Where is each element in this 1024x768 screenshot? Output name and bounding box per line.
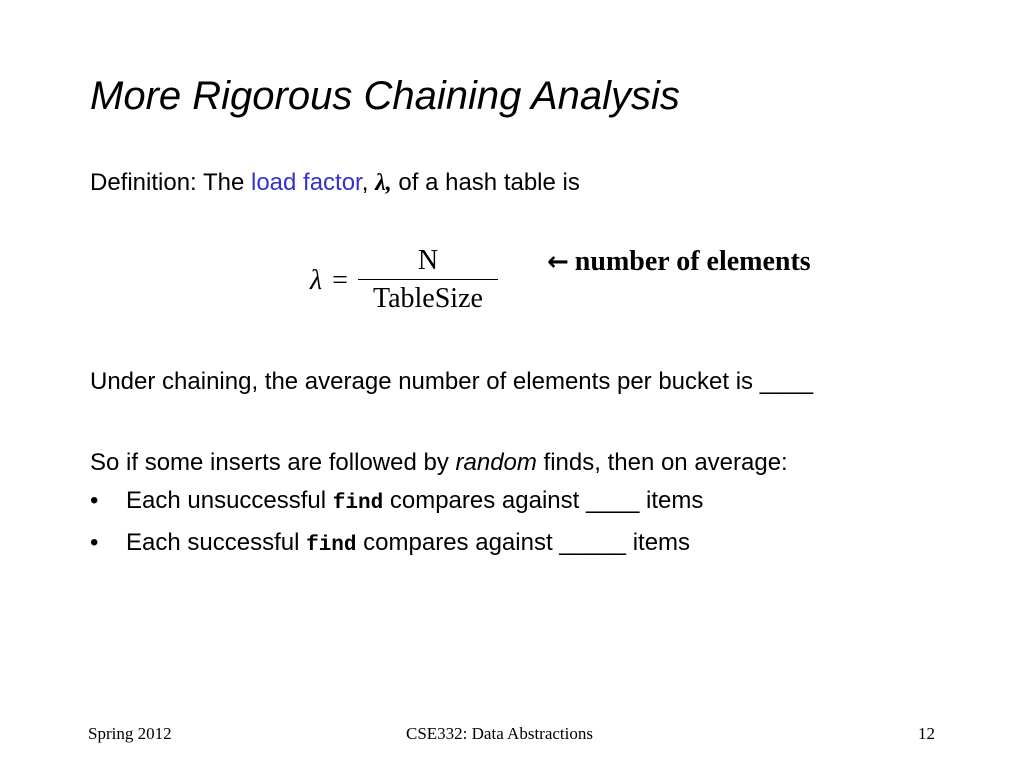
bullet-suffix: compares against ____ items (383, 487, 704, 514)
so-if-line (90, 449, 788, 478)
formula-denominator: TableSize (372, 283, 483, 315)
definition-prefix: Definition: The (90, 169, 251, 196)
definition-line (90, 169, 580, 198)
footer-page-number: 12 (918, 724, 935, 743)
bullet-marker: • (90, 487, 99, 514)
formula-lambda: λ (310, 264, 323, 296)
bullet-marker: • (90, 529, 99, 556)
definition-comma: , (361, 169, 376, 196)
bullet-prefix: Each unsuccessful (126, 487, 333, 514)
find-code: find (332, 492, 384, 515)
under-chaining-line: Under chaining, the average number of elements per bucket is ____ (90, 368, 814, 395)
formula-fraction (358, 246, 498, 315)
footer-term: Spring 2012 (88, 724, 172, 743)
formula-numerator: N (417, 245, 439, 276)
slide-title: More Rigorous Chaining Analysis (90, 74, 680, 118)
lambda-symbol: λ, (375, 170, 392, 196)
random-emphasis: random (455, 449, 537, 476)
find-code: find (306, 534, 357, 557)
load-factor-term: load factor (250, 169, 362, 196)
bullet-suffix: compares against _____ items (356, 529, 691, 556)
bullet-unsuccessful-find (90, 487, 703, 516)
so-if-suffix: finds, then on average: (536, 449, 788, 476)
definition-suffix: of a hash table is (391, 169, 580, 196)
bullet-prefix: Each successful (126, 529, 307, 556)
so-if-prefix: So if some inserts are followed by (90, 449, 456, 476)
formula-annotation (547, 246, 811, 278)
annotation-text: number of elements (574, 246, 811, 277)
bullet-successful-find (90, 529, 690, 558)
formula-equals: = (332, 264, 348, 296)
footer-course: CSE332: Data Abstractions (406, 724, 593, 743)
load-factor-formula (310, 246, 498, 315)
left-arrow-icon: ← (547, 247, 569, 277)
